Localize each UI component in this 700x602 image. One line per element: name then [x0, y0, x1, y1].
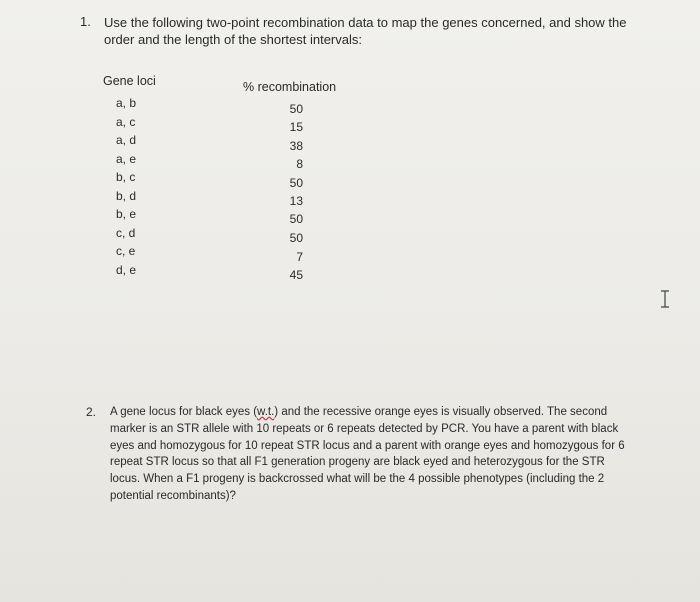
gene-pair: a, c [116, 115, 136, 129]
question-1-number: 1. [80, 14, 91, 29]
question-1-text: Use the following two-point recombination data to map the genes concerned, and show the order and the length of the shortest intervals: [104, 15, 627, 47]
gene-pair: c, e [116, 244, 136, 258]
wild-type-abbreviation: w.t. [257, 406, 275, 418]
gene-pair: b, d [116, 189, 137, 203]
gene-pair: b, e [116, 207, 137, 221]
recombination-value: 50 [289, 102, 303, 116]
gene-pair: a, d [116, 133, 137, 147]
gene-pair: a, e [116, 152, 137, 166]
recombination-value: 8 [296, 157, 303, 171]
recombination-value: 45 [289, 268, 303, 282]
recombination-value: 7 [296, 250, 303, 264]
question-2-number: 2. [86, 405, 97, 419]
question-2-text-end: ) and the recessive orange eyes is visually observed. The second marker is an STR allele with 10 repeats or 6 repeats detected by PCR. You have a parent with black eyes and homozygous for 10 repeat STR locus and a parent with orange eyes and homozygous for 6 repeat STR locus so that all F1 generation progeny are black eyed and heterozygous for the STR locus. When a F1 progeny is backcrossed what will be the 4 possible phenotypes (including the 2 potential recombinants)? [110, 406, 625, 502]
gene-pair: c, d [116, 226, 136, 240]
recombination-value: 15 [289, 120, 303, 134]
recombination-value: 50 [289, 176, 303, 190]
recombination-value: 50 [289, 212, 303, 226]
question-2-text-start: A gene locus for black eyes ( [110, 406, 258, 418]
recombination-value: 13 [289, 194, 303, 208]
recombination-value: 50 [289, 231, 303, 245]
gene-loci-header: Gene loci [103, 74, 156, 88]
recombination-header: % recombination [243, 80, 337, 94]
gene-pair: d, e [116, 263, 137, 277]
recombination-value: 38 [289, 139, 303, 153]
question-2-text [110, 404, 630, 505]
gene-pair: a, b [116, 96, 137, 110]
text-cursor-icon [660, 290, 670, 308]
gene-pair: b, c [116, 170, 136, 184]
